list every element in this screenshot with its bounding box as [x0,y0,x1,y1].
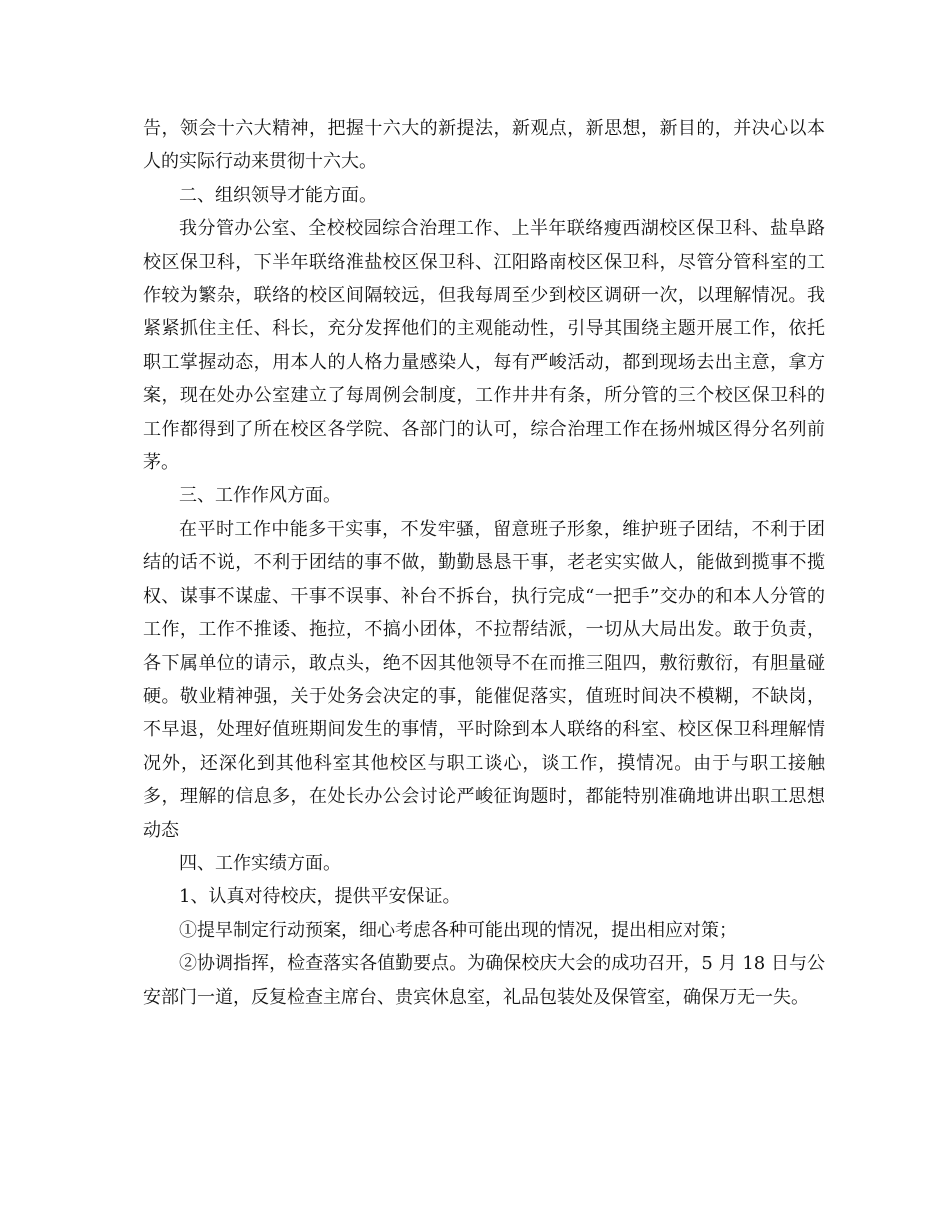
list-item-anniversary: 1、认真对待校庆，提供平安保证。 [179,886,461,908]
section-heading-achievements: 四、工作实绩方面。 [179,852,341,874]
section-heading-leadership: 二、组织领导才能方面。 [179,184,377,206]
paragraph-work-style: 在平时工作中能多干实事，不发牢骚，留意班子形象，维护班子团结，不利于团结的话不说，不利于团结的事不做，勤勤恳恳干事，老老实实做人，能做到揽事不揽权、谋事不谋虚、干事不误事、补台不拆台，执行完成“一把手”交办的和本人分管的工作，工作不推诿、拖拉，不搞小团体，不拉帮结派，一切从大局出发。敢于负责，各下属单位的请示，敢点头，绝不因其他领导不在而推三阻四，敷衍敷衍，有胆量碰硬。敬业精神强，关于处务会决定的事，能催促落实，值班时间决不模糊，不缺岗，不早退，处理好值班期间发生的事情，平时除到本人联络的科室、校区保卫科理解情况外，还深化到其他科室其他校区与职工谈心，谈工作，摸情况。由于与职工接触多，理解的信息多，在处长办公会讨论严峻征询题时，都能特别准确地讲出职工思想动态 [143,518,825,841]
paragraph-leadership: 我分管办公室、全校校园综合治理工作、上半年联络瘦西湖校区保卫科、盐阜路校区保卫科，下半年联络淮盐校区保卫科、江阳路南校区保卫科，尽管分管科室的工作较为繁杂，联络的校区间隔较远，但我每周至少到校区调研一次，以理解情况。我紧紧抓住主任、科长，充分发挥他们的主观能动性，引导其围绕主题开展工作，依托职工掌握动态，用本人的人格力量感染人，每有严峻活动，都到现场去出主意，拿方案，现在处办公室建立了每周例会制度，工作井井有条，所分管的三个校区保卫科的工作都得到了所在校区各学院、各部门的认可，综合治理工作在扬州城区得分名列前茅。 [143,218,825,474]
section-heading-work-style: 三、工作作风方面。 [179,485,341,507]
list-item-plan: ①提早制定行动预案，细心考虑各种可能出现的情况，提出相应对策； [179,919,737,941]
document-page [143,112,825,1014]
list-item-coordinate: ②协调指挥，检查落实各值勤要点。为确保校庆大会的成功召开，5 月 18 日与公安部门一道，反复检查主席台、贵宾休息室，礼品包装处及保管室，确保万无一失。 [143,953,825,1008]
paragraph-continuation: 告，领会十六大精神，把握十六大的新提法，新观点，新思想，新目的，并决心以本人的实际行动来贯彻十六大。 [143,118,825,173]
